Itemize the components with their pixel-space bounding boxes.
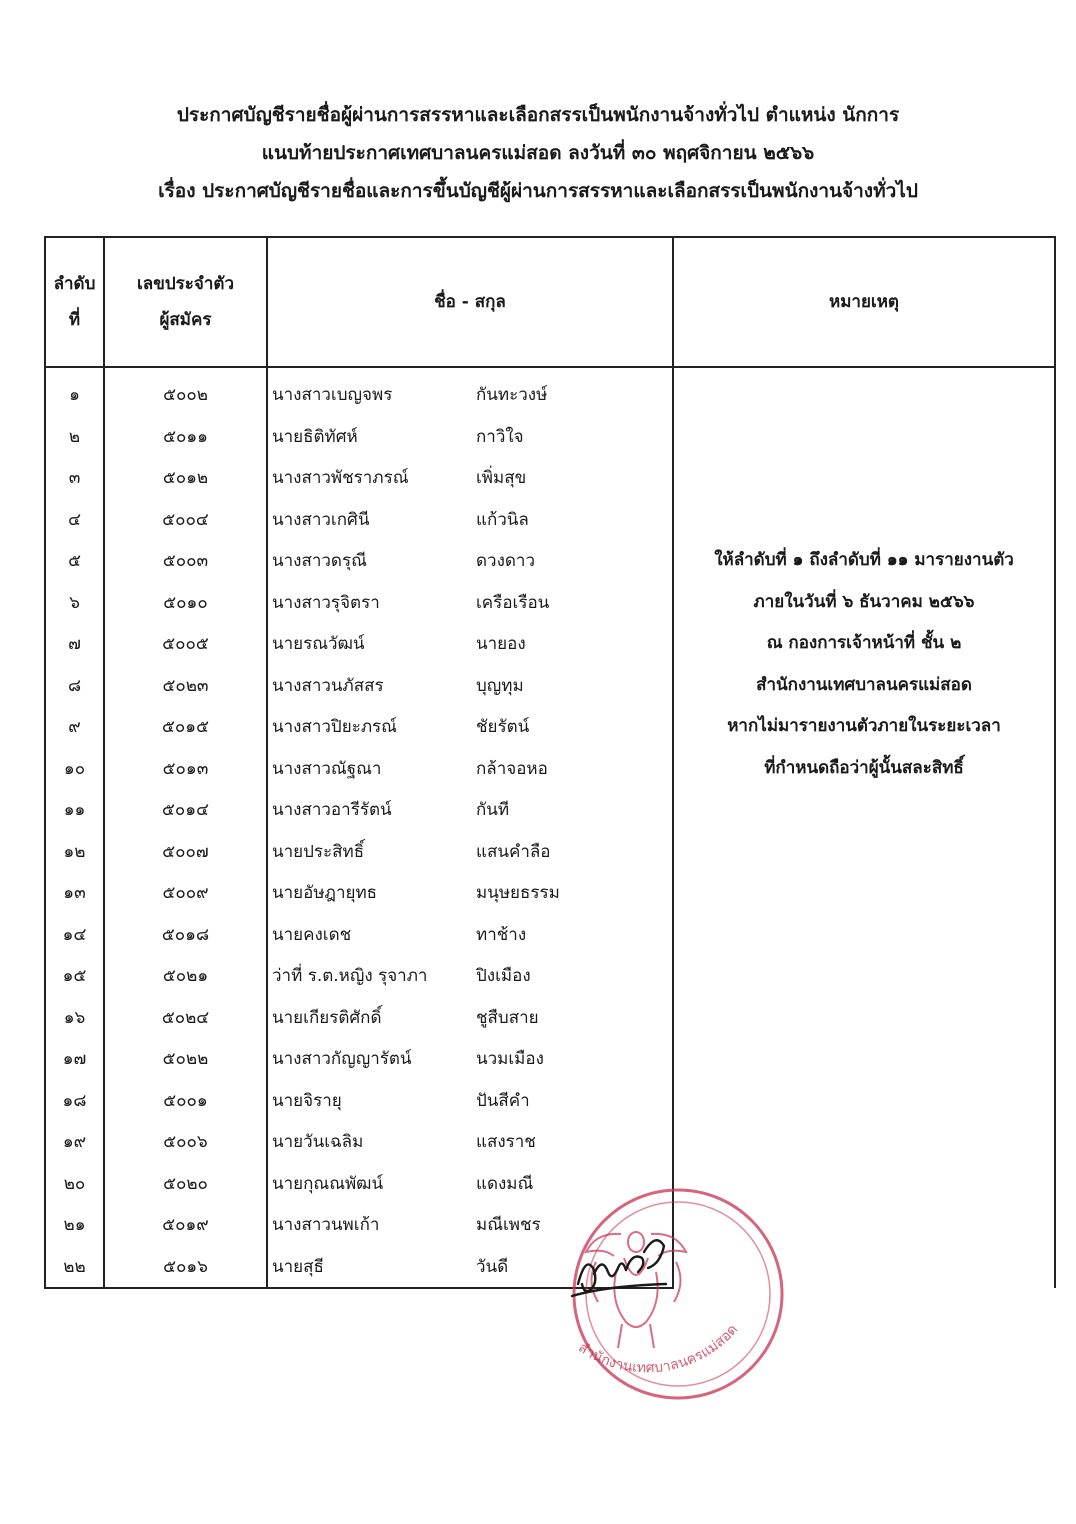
row-applicant-id: ๕๐๑๓: [104, 748, 267, 790]
header-order: ลำดับ ที่: [45, 237, 104, 367]
row-order-number: ๒๑: [45, 1204, 104, 1246]
row-applicant-id: ๕๐๐๗: [104, 831, 267, 873]
heading-line-1: ประกาศบัญชีรายชื่อผู้ผ่านการสรรหาและเลือกสรรเป็นพนักงานจ้างทั่วไป ตำแหน่ง นักการ: [176, 104, 900, 126]
row-applicant-id: ๕๐๑๔: [104, 789, 267, 831]
row-surname: แสนคำลือ: [476, 841, 551, 862]
row-applicant-id: ๕๐๐๑: [104, 1080, 267, 1122]
row-full-name: [267, 416, 673, 458]
row-order-number: ๑๖: [45, 997, 104, 1039]
row-full-name: [267, 457, 673, 499]
row-applicant-id: ๕๐๐๓: [104, 540, 267, 582]
row-applicant-id: ๕๐๑๘: [104, 914, 267, 956]
heading-line-2: แนบท้ายประกาศเทศบาลนครแม่สอด ลงวันที่ ๓๐ พฤศจิกายน ๒๕๖๖: [261, 142, 815, 164]
row-given-name: นายเกียรติศักดิ์: [272, 1007, 382, 1028]
row-full-name: [267, 367, 673, 416]
row-full-name: [267, 955, 673, 997]
row-full-name: [267, 831, 673, 873]
row-applicant-id: ๕๐๑๐: [104, 582, 267, 624]
row-surname: นายอง: [476, 634, 526, 655]
row-surname: บุญทุม: [476, 675, 524, 696]
row-applicant-id: ๕๐๐๒: [104, 367, 267, 416]
row-surname: นวมเมือง: [476, 1049, 544, 1070]
row-surname: แดงมณี: [476, 1173, 534, 1194]
row-applicant-id: ๕๐๒๒: [104, 1038, 267, 1080]
header-name: ชื่อ - สกุล: [267, 237, 673, 367]
row-surname: กันทะวงษ์: [476, 385, 548, 406]
row-surname: ดวงดาว: [476, 551, 536, 572]
remark-line: ภายในวันที่ ๖ ธันวาคม ๒๕๖๖: [753, 591, 975, 612]
row-order-number: ๑๐: [45, 748, 104, 790]
header-remark: หมายเหตุ: [673, 237, 1055, 367]
svg-text:สำนักงานเทศบาลนครแม่สอด: [575, 1322, 741, 1377]
row-order-number: ๓: [45, 457, 104, 499]
row-applicant-id: ๕๐๐๙: [104, 872, 267, 914]
row-given-name: นางสาวกัญญารัตน์: [272, 1049, 412, 1070]
row-applicant-id: ๕๐๑๙: [104, 1204, 267, 1246]
document-heading: [0, 96, 1076, 210]
row-full-name: [267, 789, 673, 831]
row-given-name: นายอัษฎายุทธ: [272, 883, 378, 904]
row-surname: ชูสืบสาย: [476, 1007, 539, 1028]
row-full-name: [267, 540, 673, 582]
row-given-name: นายวันเฉลิม: [272, 1132, 364, 1153]
row-surname: เครือเรือน: [476, 592, 550, 613]
row-order-number: ๑๗: [45, 1038, 104, 1080]
row-given-name: นางสาวณัฐณา: [272, 758, 382, 779]
row-full-name: [267, 1121, 673, 1163]
row-order-number: ๑๘: [45, 1080, 104, 1122]
row-surname: แก้วนิล: [476, 509, 529, 530]
row-full-name: [267, 748, 673, 790]
row-full-name: [267, 1080, 673, 1122]
applicant-table: [44, 236, 1056, 1289]
row-applicant-id: ๕๐๒๐: [104, 1163, 267, 1205]
row-surname: ปิงเมือง: [476, 966, 531, 987]
row-applicant-id: ๕๐๑๖: [104, 1246, 267, 1289]
row-given-name: นายจิรายุ: [272, 1090, 342, 1111]
table-row: [45, 367, 1055, 416]
row-surname: แสงราช: [476, 1132, 536, 1153]
row-surname: ทาช้าง: [476, 924, 527, 945]
heading-line-3: เรื่อง ประกาศบัญชีรายชื่อและการขึ้นบัญชีผู้ผ่านการสรรหาและเลือกสรรเป็นพนักงานจ้างทั่วไป: [158, 180, 918, 202]
row-order-number: ๑๓: [45, 872, 104, 914]
row-given-name: นางสาวนภัสสร: [272, 675, 384, 696]
row-given-name: นางสาวเกศินี: [272, 509, 370, 530]
row-surname: มนุษยธรรม: [476, 883, 560, 904]
row-given-name: นายคงเดช: [272, 924, 352, 945]
row-applicant-id: ๕๐๑๒: [104, 457, 267, 499]
row-applicant-id: ๕๐๒๔: [104, 997, 267, 1039]
row-order-number: ๒๐: [45, 1163, 104, 1205]
row-full-name: [267, 706, 673, 748]
row-full-name: [267, 997, 673, 1039]
row-full-name: [267, 582, 673, 624]
row-given-name: นางสาวพัชราภรณ์: [272, 468, 409, 489]
row-order-number: ๙: [45, 706, 104, 748]
row-applicant-id: ๕๐๐๔: [104, 499, 267, 541]
row-applicant-id: ๕๐๑๕: [104, 706, 267, 748]
row-full-name: [267, 665, 673, 707]
row-surname: กันที: [476, 800, 510, 821]
row-order-number: ๑๕: [45, 955, 104, 997]
row-surname: มณีเพชร: [476, 1215, 541, 1236]
seal-text: สำนักงานเทศบาลนครแม่สอด: [575, 1321, 742, 1377]
row-full-name: [267, 872, 673, 914]
row-given-name: นางสาวดรุณี: [272, 551, 367, 572]
row-full-name: [267, 1038, 673, 1080]
row-given-name: นายธิติทัศห์: [272, 426, 358, 447]
row-surname: ชัยรัตน์: [476, 717, 530, 738]
row-full-name: [267, 499, 673, 541]
row-given-name: นายประสิทธิ์: [272, 841, 365, 862]
row-applicant-id: ๕๐๐๖: [104, 1121, 267, 1163]
row-order-number: ๘: [45, 665, 104, 707]
row-applicant-id: ๕๐๑๑: [104, 416, 267, 458]
remark-cell: [673, 367, 1055, 1288]
row-order-number: ๑๙: [45, 1121, 104, 1163]
row-full-name: [267, 623, 673, 665]
row-given-name: นางสาวนพเก้า: [272, 1215, 380, 1236]
row-given-name: นางสาวอารีรัตน์: [272, 800, 392, 821]
row-given-name: นายกุณณพัฒน์: [272, 1173, 384, 1194]
row-given-name: ว่าที่ ร.ต.หญิง รุจาภา: [272, 966, 428, 987]
row-order-number: ๔: [45, 499, 104, 541]
row-order-number: ๑: [45, 367, 104, 416]
remark-line: ที่กำหนดถือว่าผู้นั้นสละสิทธิ์: [764, 757, 964, 778]
row-order-number: ๗: [45, 623, 104, 665]
row-given-name: นางสาวเบญจพร: [272, 385, 393, 406]
row-given-name: นางสาวรุจิตรา: [272, 592, 380, 613]
row-order-number: ๑๒: [45, 831, 104, 873]
row-order-number: ๑๔: [45, 914, 104, 956]
remark-line: สำนักงานเทศบาลนครแม่สอด: [756, 674, 972, 695]
row-surname: ปันสีคำ: [476, 1090, 530, 1111]
table-header-row: [45, 237, 1055, 367]
row-order-number: ๖: [45, 582, 104, 624]
row-surname: กล้าจอหอ: [476, 758, 548, 779]
row-order-number: ๑๑: [45, 789, 104, 831]
remark-line: ให้ลำดับที่ ๑ ถึงลำดับที่ ๑๑ มารายงานตัว: [714, 550, 1014, 570]
row-surname: กาวิใจ: [476, 426, 524, 447]
row-given-name: นายสุธี: [272, 1256, 324, 1277]
remark-line: หากไม่มารายงานตัวภายในระยะเวลา: [727, 716, 1001, 736]
remark-line: ณ กองการเจ้าหน้าที่ ชั้น ๒: [766, 633, 962, 653]
header-applicant-id: เลขประจำตัว ผู้สมัคร: [104, 237, 267, 367]
row-full-name: [267, 914, 673, 956]
row-applicant-id: ๕๐๐๕: [104, 623, 267, 665]
row-order-number: ๕: [45, 540, 104, 582]
row-order-number: ๒๒: [45, 1246, 104, 1289]
official-seal: [526, 1172, 786, 1412]
row-applicant-id: ๕๐๒๑: [104, 955, 267, 997]
row-surname: วันดี: [476, 1256, 509, 1277]
row-surname: เพิ่มสุข: [476, 468, 527, 489]
row-given-name: นายรณวัฒน์: [272, 634, 365, 655]
row-order-number: ๒: [45, 416, 104, 458]
row-given-name: นางสาวปิยะภรณ์: [272, 717, 397, 738]
row-applicant-id: ๕๐๒๓: [104, 665, 267, 707]
